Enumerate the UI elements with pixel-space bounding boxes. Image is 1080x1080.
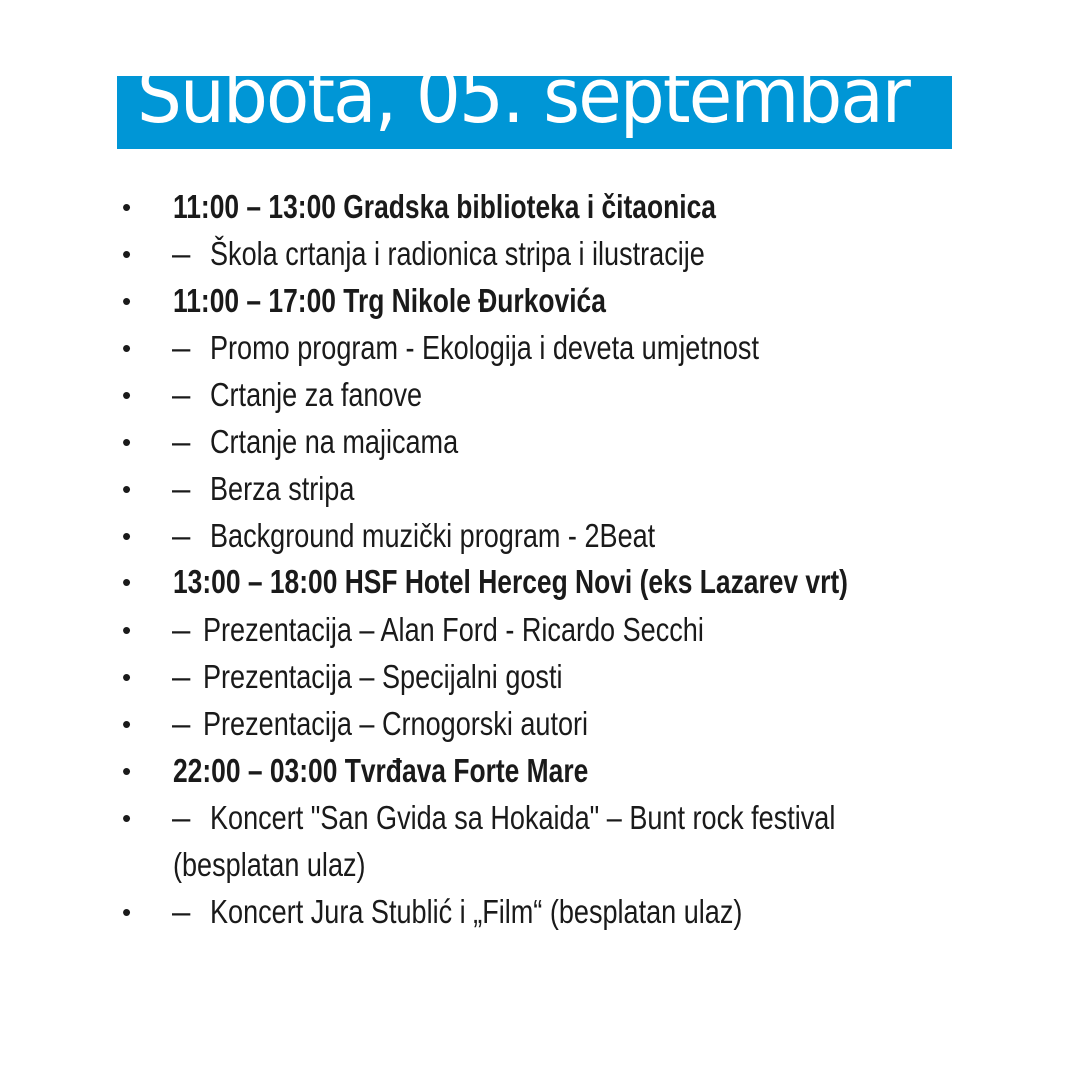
dash-marker: – — [172, 893, 191, 930]
event-item: Background muzički program - 2Beat — [210, 517, 656, 554]
list-item — [0, 278, 1080, 324]
bullet-icon: • — [122, 567, 132, 597]
list-item — [0, 654, 1080, 700]
event-item: Koncert Jura Stublić i „Film“ (besplatan ulaz) — [210, 893, 743, 930]
event-item: Koncert "San Gvida sa Hokaida" – Bunt rock festival — [210, 799, 836, 836]
bullet-icon: • — [122, 521, 132, 551]
dash-marker: – — [172, 235, 191, 272]
dash-marker: – — [172, 517, 191, 554]
list-item-continuation — [0, 842, 1080, 888]
event-item: Promo program - Ekologija i deveta umjetnost — [210, 329, 759, 366]
time-venue-heading: 11:00 – 13:00 Gradska biblioteka i čitaonica — [173, 188, 716, 225]
list-item — [0, 559, 1080, 605]
list-item — [0, 231, 1080, 277]
list-item — [0, 466, 1080, 512]
list-item — [0, 748, 1080, 794]
bullet-icon: • — [122, 709, 132, 739]
bullet-icon: • — [122, 239, 132, 269]
bullet-icon: • — [122, 380, 132, 410]
bullet-icon: • — [122, 756, 132, 786]
dash-marker: – — [172, 611, 191, 648]
list-item — [0, 701, 1080, 747]
dash-marker: – — [172, 799, 191, 836]
bullet-icon: • — [122, 427, 132, 457]
bullet-icon: • — [122, 662, 132, 692]
dash-marker: – — [172, 376, 191, 413]
list-item — [0, 795, 1080, 841]
bullet-icon: • — [122, 615, 132, 645]
event-item: Škola crtanja i radionica stripa i ilustracije — [210, 235, 705, 272]
list-item — [0, 325, 1080, 371]
bullet-icon: • — [122, 474, 132, 504]
event-item: Crtanje na majicama — [210, 423, 459, 460]
event-item: Prezentacija – Crnogorski autori — [203, 705, 589, 742]
page-title: Subota, 05. septembar — [137, 51, 910, 140]
event-item: Crtanje za fanove — [210, 376, 423, 413]
list-item — [0, 889, 1080, 935]
bullet-icon: • — [122, 803, 132, 833]
event-item: Berza stripa — [210, 470, 355, 507]
list-item — [0, 607, 1080, 653]
event-item-continuation: (besplatan ulaz) — [173, 846, 366, 883]
list-item — [0, 372, 1080, 418]
list-item — [0, 419, 1080, 465]
dash-marker: – — [172, 329, 191, 366]
dash-marker: – — [172, 705, 191, 742]
dash-marker: – — [172, 423, 191, 460]
dash-marker: – — [172, 658, 191, 695]
time-venue-heading: 22:00 – 03:00 Tvrđava Forte Mare — [173, 752, 589, 789]
event-item: Prezentacija – Specijalni gosti — [203, 658, 563, 695]
list-item — [0, 513, 1080, 559]
event-item: Prezentacija – Alan Ford - Ricardo Secchi — [203, 611, 704, 648]
time-venue-heading: 11:00 – 17:00 Trg Nikole Đurkovića — [173, 282, 606, 319]
bullet-icon: • — [122, 192, 132, 222]
bullet-icon: • — [122, 333, 132, 363]
dash-marker: – — [172, 470, 191, 507]
bullet-icon: • — [122, 897, 132, 927]
list-item — [0, 184, 1080, 230]
bullet-icon: • — [122, 286, 132, 316]
time-venue-heading: 13:00 – 18:00 HSF Hotel Herceg Novi (eks Lazarev vrt) — [173, 563, 848, 600]
